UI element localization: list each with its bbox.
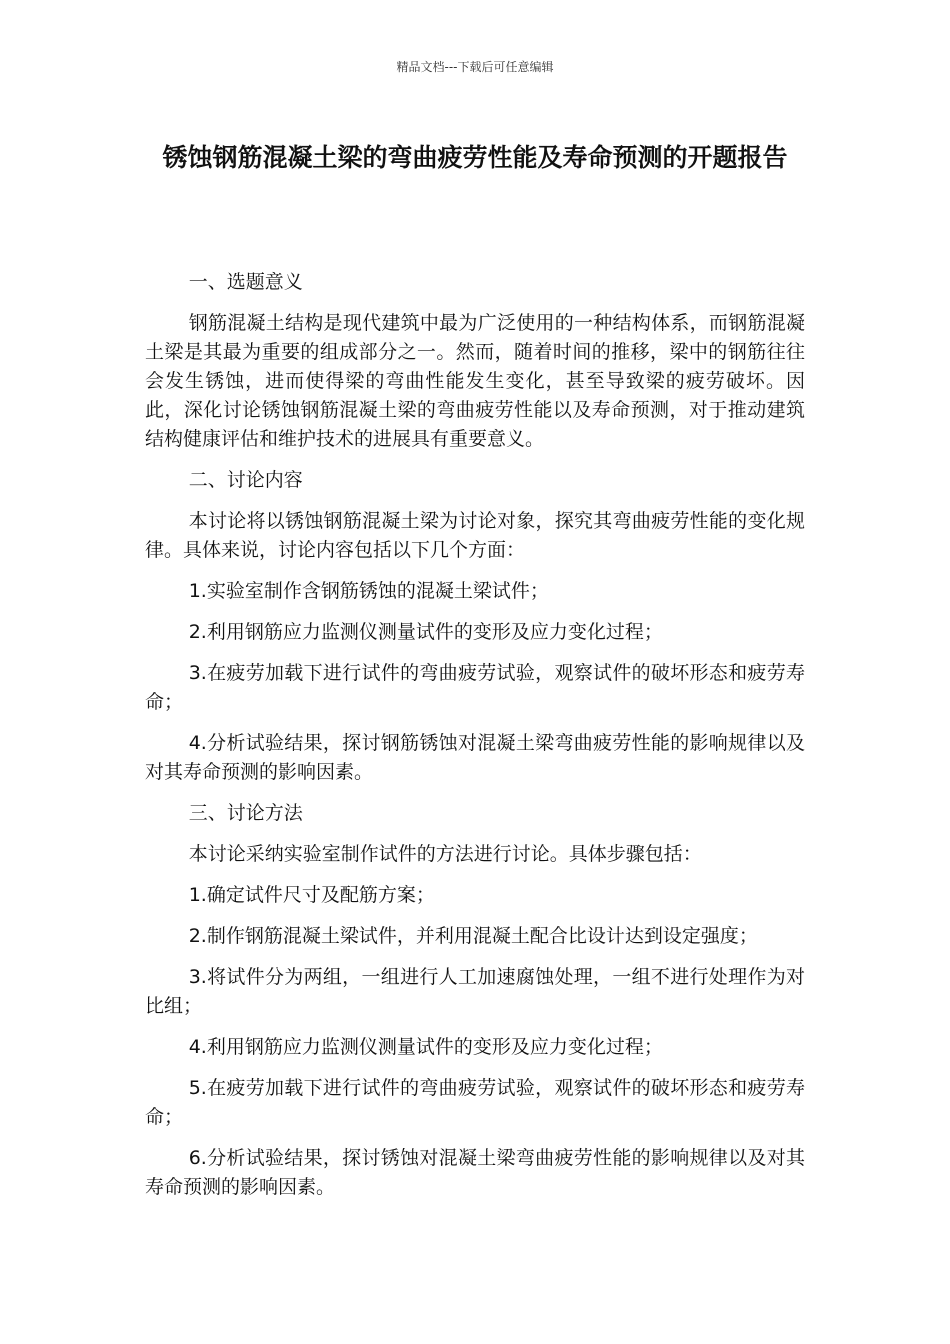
document-title: 锈蚀钢筋混凝土梁的弯曲疲劳性能及寿命预测的开题报告 bbox=[162, 143, 788, 172]
list-item-method-5: 5.在疲劳加载下进行试件的弯曲疲劳试验，观察试件的破坏形态和疲劳寿命； bbox=[145, 1077, 805, 1128]
section-heading-content: 二、讨论内容 bbox=[188, 469, 303, 491]
list-item-method-3: 3.将试件分为两组，一组进行人工加速腐蚀处理，一组不进行处理作为对比组； bbox=[145, 966, 805, 1017]
section-heading-method: 三、讨论方法 bbox=[188, 802, 303, 824]
list-item-method-1: 1.确定试件尺寸及配筋方案； bbox=[188, 884, 435, 906]
list-item-content-1: 1.实验室制作含钢筋锈蚀的混凝土梁试件； bbox=[188, 580, 549, 602]
list-item-content-3: 3.在疲劳加载下进行试件的弯曲疲劳试验，观察试件的破坏形态和疲劳寿命； bbox=[145, 662, 805, 713]
list-item-method-2: 2.制作钢筋混凝土梁试件，并利用混凝土配合比设计达到设定强度； bbox=[188, 925, 758, 947]
document-body bbox=[145, 268, 805, 1214]
header-note: 精品文档---下载后可任意编辑 bbox=[396, 60, 554, 74]
list-item-method-4: 4.利用钢筋应力监测仪测量试件的变形及应力变化过程； bbox=[188, 1036, 663, 1058]
paragraph-significance: 钢筋混凝土结构是现代建筑中最为广泛使用的一种结构体系，而钢筋混凝土梁是其最为重要的组成部分之一。然而，随着时间的推移，梁中的钢筋往往会发生锈蚀，进而使得梁的弯曲性能发生变化，甚至导致梁的疲劳破坏。因此，深化讨论锈蚀钢筋混凝土梁的弯曲疲劳性能以及寿命预测，对于推动建筑结构健康评估和维护技术的进展具有重要意义。 bbox=[145, 312, 805, 450]
section-heading-significance: 一、选题意义 bbox=[188, 271, 303, 293]
paragraph-content-intro: 本讨论将以锈蚀钢筋混凝土梁为讨论对象，探究其弯曲疲劳性能的变化规律。具体来说，讨论内容包括以下几个方面： bbox=[145, 510, 805, 561]
list-item-content-4: 4.分析试验结果，探讨钢筋锈蚀对混凝土梁弯曲疲劳性能的影响规律以及对其寿命预测的影响因素。 bbox=[145, 732, 805, 783]
list-item-method-6: 6.分析试验结果，探讨锈蚀对混凝土梁弯曲疲劳性能的影响规律以及对其寿命预测的影响因素。 bbox=[145, 1147, 805, 1198]
list-item-content-2: 2.利用钢筋应力监测仪测量试件的变形及应力变化过程； bbox=[188, 621, 663, 643]
paragraph-method-intro: 本讨论采纳实验室制作试件的方法进行讨论。具体步骤包括： bbox=[188, 843, 702, 865]
